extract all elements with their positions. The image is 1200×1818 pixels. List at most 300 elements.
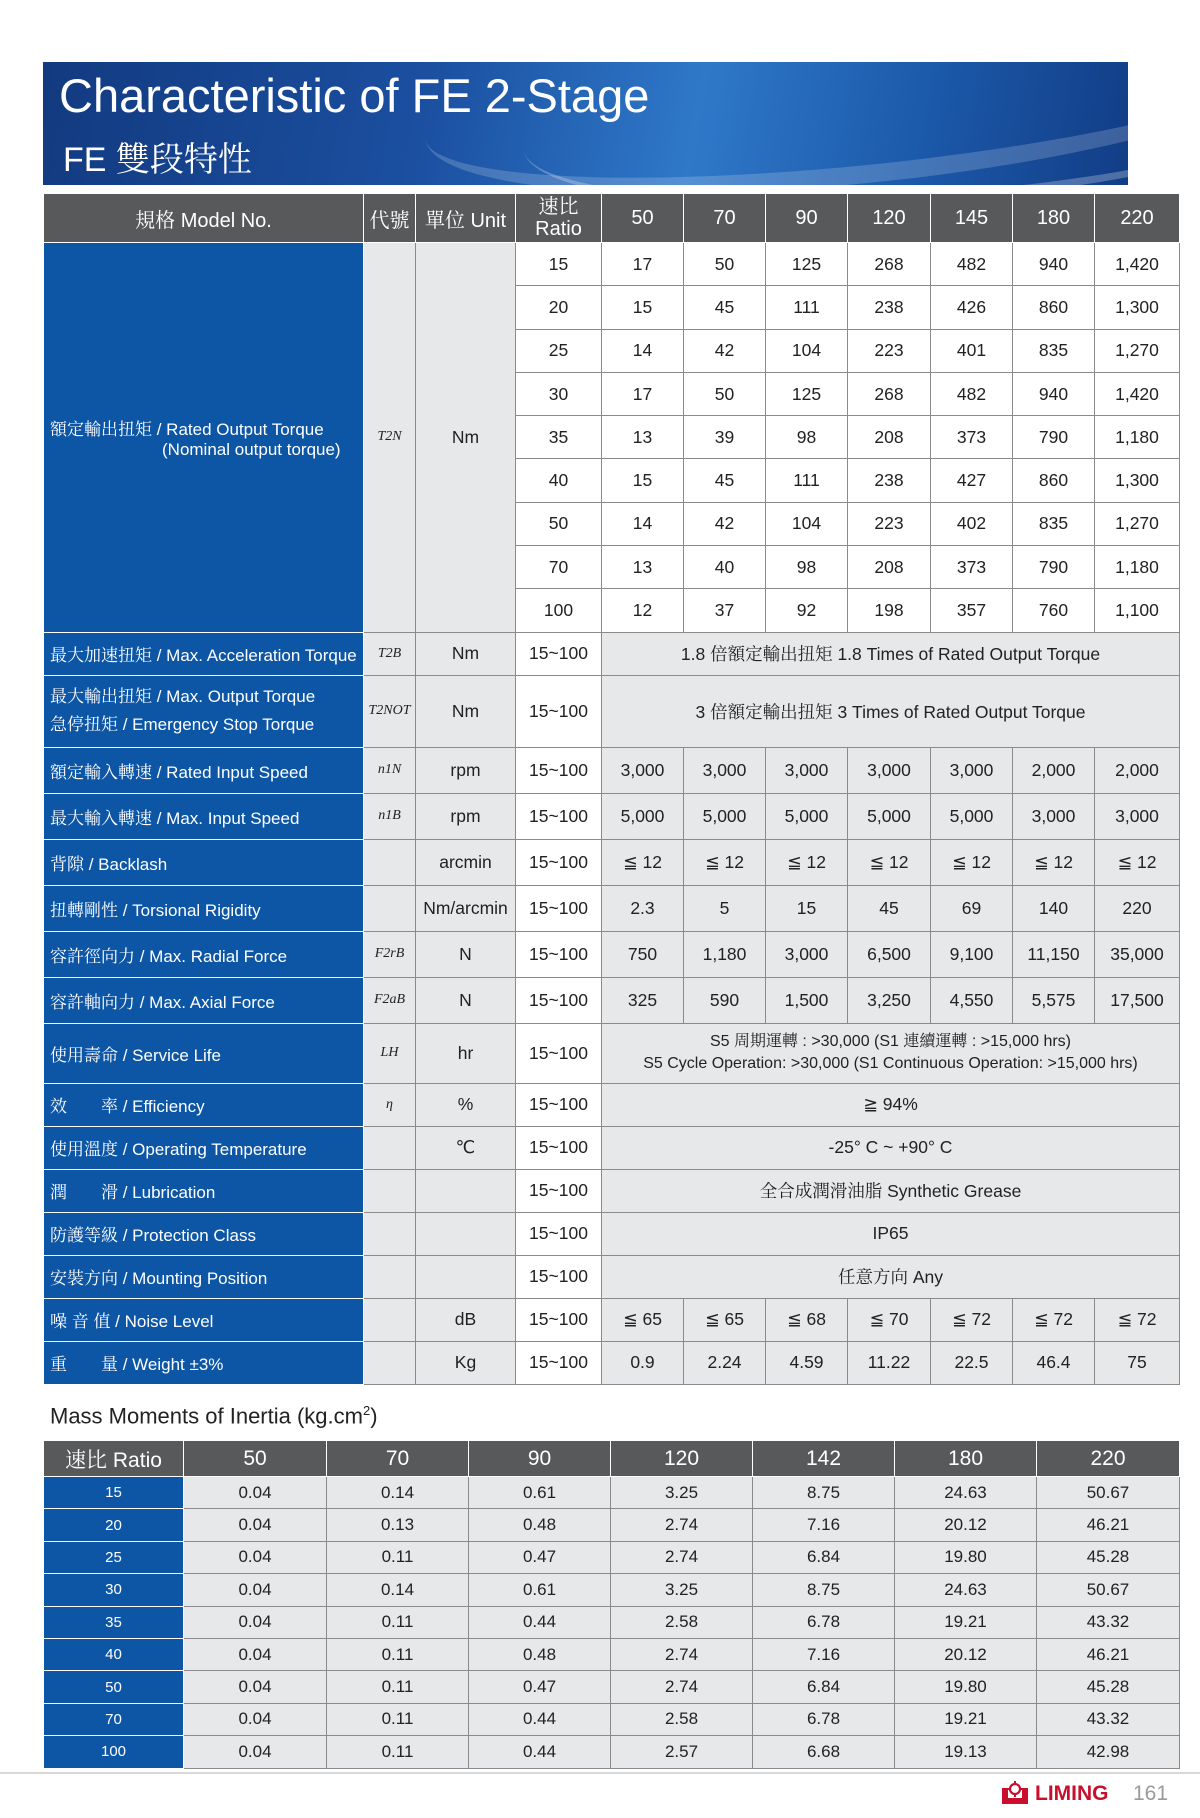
- table-cell: 30: [516, 372, 602, 415]
- table-row: [44, 1703, 1180, 1735]
- table-cell: 835: [1013, 329, 1095, 372]
- table-cell: 0.11: [327, 1638, 469, 1670]
- col-header-code: 代號: [364, 194, 416, 243]
- table-cell: 2,000: [1095, 747, 1180, 793]
- table-cell: 50.67: [1037, 1574, 1180, 1606]
- table-cell: 1,420: [1095, 372, 1180, 415]
- table-cell: 17: [602, 372, 684, 415]
- table-row: [44, 1541, 1180, 1573]
- col-header-size: 70: [684, 194, 766, 243]
- col-header-model: 規格 Model No.: [44, 194, 364, 243]
- protection-unit: [416, 1212, 516, 1255]
- spec-table: [43, 193, 1180, 1385]
- weight-code: [364, 1341, 416, 1384]
- table-cell: 2.74: [611, 1541, 753, 1573]
- table-cell: 3,000: [684, 747, 766, 793]
- table-cell: 75: [1095, 1341, 1180, 1384]
- table-cell: 24.63: [895, 1477, 1037, 1509]
- stop-torque-ratio: 15~100: [516, 675, 602, 747]
- table-cell: 46.21: [1037, 1638, 1180, 1670]
- table-cell: 482: [931, 243, 1013, 286]
- radial-force-code: F2rB: [364, 931, 416, 977]
- table-cell: 125: [766, 372, 848, 415]
- temperature-code: [364, 1126, 416, 1169]
- lubrication-label: 潤 滑 / Lubrication: [44, 1169, 364, 1212]
- table-cell: 325: [602, 977, 684, 1023]
- table-cell: 3,250: [848, 977, 931, 1023]
- table-cell: 40: [516, 459, 602, 502]
- table-cell: 0.13: [327, 1509, 469, 1541]
- accel-torque-ratio: 15~100: [516, 632, 602, 675]
- table-cell: 2.58: [611, 1703, 753, 1735]
- mounting-ratio: 15~100: [516, 1255, 602, 1298]
- radial-force-unit: N: [416, 931, 516, 977]
- table-cell: 0.44: [469, 1703, 611, 1735]
- title-banner: [43, 62, 1128, 185]
- weight-unit: Kg: [416, 1341, 516, 1384]
- table-cell: 5,000: [931, 793, 1013, 839]
- table-cell: 402: [931, 502, 1013, 545]
- col-header-size: 220: [1037, 1441, 1180, 1477]
- table-cell: 0.11: [327, 1703, 469, 1735]
- table-cell: 42: [684, 502, 766, 545]
- table-cell: 790: [1013, 546, 1095, 589]
- table-row: [44, 747, 1180, 793]
- service-life-line1: S5 周期運轉 : >30,000 (S1 連續運轉 : >15,000 hrs): [709, 1033, 1072, 1051]
- table-cell: 13: [602, 546, 684, 589]
- table-cell: 1,180: [1095, 416, 1180, 459]
- table-row: [44, 793, 1180, 839]
- table-cell: 750: [602, 931, 684, 977]
- service-life-code: LH: [364, 1023, 416, 1083]
- noise-label: 噪 音 值 / Noise Level: [44, 1298, 364, 1341]
- table-cell: 0.11: [327, 1606, 469, 1638]
- lubrication-unit: [416, 1169, 516, 1212]
- table-cell: 2.24: [684, 1341, 766, 1384]
- table-cell: ≦ 72: [931, 1298, 1013, 1341]
- temperature-value: -25° C ~ +90° C: [602, 1126, 1180, 1169]
- rated-torque-unit: Nm: [416, 243, 516, 633]
- max-input-speed-code: n1B: [364, 793, 416, 839]
- table-cell: 427: [931, 459, 1013, 502]
- table-cell: 46.4: [1013, 1341, 1095, 1384]
- table-cell: 3,000: [848, 747, 931, 793]
- table-cell: 1,180: [1095, 546, 1180, 589]
- col-header-size: 120: [611, 1441, 753, 1477]
- table-cell: 6.84: [753, 1671, 895, 1703]
- table-cell: 111: [766, 286, 848, 329]
- table-cell: 0.48: [469, 1638, 611, 1670]
- table-row: [44, 1212, 1180, 1255]
- radial-force-ratio: 15~100: [516, 931, 602, 977]
- table-cell: 0.04: [184, 1541, 327, 1573]
- table-row: [44, 1298, 1180, 1341]
- table-row: [44, 1023, 1180, 1083]
- table-cell: 0.47: [469, 1671, 611, 1703]
- max-input-speed-label: 最大輸入轉速 / Max. Input Speed: [44, 793, 364, 839]
- table-cell: 0.47: [469, 1541, 611, 1573]
- table-cell: 2.74: [611, 1671, 753, 1703]
- protection-ratio: 15~100: [516, 1212, 602, 1255]
- table-cell: 69: [931, 885, 1013, 931]
- table-row: [44, 1477, 1180, 1509]
- col-header-size: 180: [1013, 194, 1095, 243]
- table-cell: 50: [516, 502, 602, 545]
- table-cell: 35: [516, 416, 602, 459]
- table-cell: 22.5: [931, 1341, 1013, 1384]
- table-cell: ≦ 12: [931, 839, 1013, 885]
- table-cell: 4,550: [931, 977, 1013, 1023]
- table-cell: 3.25: [611, 1574, 753, 1606]
- noise-code: [364, 1298, 416, 1341]
- rated-torque-label-line2: (Nominal output torque): [162, 439, 341, 459]
- table-cell: 15: [766, 885, 848, 931]
- table-cell: ≦ 72: [1013, 1298, 1095, 1341]
- table-cell: 20.12: [895, 1638, 1037, 1670]
- table-cell: 140: [1013, 885, 1095, 931]
- table-cell: 5,000: [766, 793, 848, 839]
- table-cell: 835: [1013, 502, 1095, 545]
- table-cell: 0.44: [469, 1606, 611, 1638]
- table-row: [44, 1341, 1180, 1384]
- service-life-line2: S5 Cycle Operation: >30,000 (S1 Continuous Operation: >15,000 hrs): [643, 1055, 1138, 1073]
- table-cell: ≦ 12: [766, 839, 848, 885]
- table-cell: 20.12: [895, 1509, 1037, 1541]
- backlash-ratio: 15~100: [516, 839, 602, 885]
- table-cell: 223: [848, 502, 931, 545]
- brand-name: LIMING: [1035, 1782, 1109, 1805]
- efficiency-code: η: [364, 1083, 416, 1126]
- lubrication-ratio: 15~100: [516, 1169, 602, 1212]
- backlash-label: 背隙 / Backlash: [44, 839, 364, 885]
- table-cell: 7.16: [753, 1509, 895, 1541]
- table-cell: 3.25: [611, 1477, 753, 1509]
- table-cell: 24.63: [895, 1574, 1037, 1606]
- table-cell: 1,270: [1095, 502, 1180, 545]
- service-life-unit: hr: [416, 1023, 516, 1083]
- mass-inertia-title-text: Mass Moments of Inertia (kg.cm: [50, 1403, 363, 1429]
- temperature-ratio: 15~100: [516, 1126, 602, 1169]
- table-cell: 0.04: [184, 1477, 327, 1509]
- backlash-unit: arcmin: [416, 839, 516, 885]
- table-cell: 3,000: [1013, 793, 1095, 839]
- mass-ratio-cell: 35: [44, 1606, 184, 1638]
- table-cell: 13: [602, 416, 684, 459]
- table-row: [44, 977, 1180, 1023]
- table-cell: 25: [516, 329, 602, 372]
- stop-torque-unit: Nm: [416, 675, 516, 747]
- table-cell: 46.21: [1037, 1509, 1180, 1541]
- table-cell: 373: [931, 546, 1013, 589]
- table-row: [44, 1606, 1180, 1638]
- table-cell: 3,000: [1095, 793, 1180, 839]
- table-cell: 940: [1013, 243, 1095, 286]
- table-cell: 19.21: [895, 1606, 1037, 1638]
- noise-ratio: 15~100: [516, 1298, 602, 1341]
- radial-force-label: 容許徑向力 / Max. Radial Force: [44, 931, 364, 977]
- max-input-speed-ratio: 15~100: [516, 793, 602, 839]
- mounting-label: 安裝方向 / Mounting Position: [44, 1255, 364, 1298]
- table-cell: 0.04: [184, 1736, 327, 1768]
- table-cell: 0.11: [327, 1736, 469, 1768]
- table-cell: 2.58: [611, 1606, 753, 1638]
- table-cell: 14: [602, 502, 684, 545]
- table-cell: 0.48: [469, 1509, 611, 1541]
- table-cell: 15: [602, 286, 684, 329]
- axial-force-code: F2aB: [364, 977, 416, 1023]
- table-cell: 19.80: [895, 1541, 1037, 1573]
- stop-torque-label-line2: 急停扭矩 / Emergency Stop Torque: [50, 715, 315, 735]
- table-cell: 43.32: [1037, 1606, 1180, 1638]
- table-cell: 0.61: [469, 1574, 611, 1606]
- lubrication-code: [364, 1169, 416, 1212]
- mass-ratio-cell: 20: [44, 1509, 184, 1541]
- axial-force-unit: N: [416, 977, 516, 1023]
- col-header-ratio-en: Ratio: [535, 218, 582, 240]
- temperature-unit: ℃: [416, 1126, 516, 1169]
- table-cell: 45.28: [1037, 1541, 1180, 1573]
- table-cell: 17,500: [1095, 977, 1180, 1023]
- page-title: Characteristic of FE 2-Stage: [59, 69, 650, 122]
- table-row: [44, 931, 1180, 977]
- table-cell: 5,575: [1013, 977, 1095, 1023]
- col-header-size: 180: [895, 1441, 1037, 1477]
- table-cell: 860: [1013, 459, 1095, 502]
- backlash-code: [364, 839, 416, 885]
- table-cell: 0.04: [184, 1574, 327, 1606]
- stop-torque-label-line1: 最大輸出扭矩 / Max. Output Torque: [50, 687, 316, 707]
- table-cell: 223: [848, 329, 931, 372]
- rated-input-speed-unit: rpm: [416, 747, 516, 793]
- table-cell: ≦ 68: [766, 1298, 848, 1341]
- table-cell: 0.04: [184, 1509, 327, 1541]
- table-cell: 238: [848, 286, 931, 329]
- table-cell: 11,150: [1013, 931, 1095, 977]
- table-cell: 35,000: [1095, 931, 1180, 977]
- table-cell: 42: [684, 329, 766, 372]
- mass-ratio-cell: 70: [44, 1703, 184, 1735]
- col-header-size: 145: [931, 194, 1013, 243]
- stop-torque-code: T2NOT: [364, 675, 416, 747]
- protection-code: [364, 1212, 416, 1255]
- table-row: [44, 1509, 1180, 1541]
- accel-torque-value: 1.8 倍額定輸出扭矩 1.8 Times of Rated Output Torque: [602, 632, 1180, 675]
- mass-header-row: [44, 1441, 1180, 1477]
- table-row: [44, 885, 1180, 931]
- table-cell: 125: [766, 243, 848, 286]
- rated-torque-label-line1: 額定輸出扭矩 / Rated Output Torque: [50, 419, 324, 439]
- table-cell: 3,000: [602, 747, 684, 793]
- table-cell: 2.3: [602, 885, 684, 931]
- table-cell: 9,100: [931, 931, 1013, 977]
- table-row: [44, 839, 1180, 885]
- table-cell: 373: [931, 416, 1013, 459]
- rated-torque-label: [44, 243, 364, 633]
- table-cell: 45: [848, 885, 931, 931]
- table-cell: 6.78: [753, 1606, 895, 1638]
- table-cell: 0.04: [184, 1671, 327, 1703]
- mass-ratio-cell: 100: [44, 1736, 184, 1768]
- table-cell: 0.44: [469, 1736, 611, 1768]
- table-row: [44, 1638, 1180, 1670]
- table-cell: ≦ 12: [1095, 839, 1180, 885]
- table-cell: 1,300: [1095, 286, 1180, 329]
- table-cell: 14: [602, 329, 684, 372]
- table-cell: 1,500: [766, 977, 848, 1023]
- col-header-size: 50: [602, 194, 684, 243]
- mass-inertia-title-sup: 2: [362, 1403, 371, 1418]
- table-cell: 37: [684, 589, 766, 632]
- table-cell: 15: [602, 459, 684, 502]
- axial-force-label: 容許軸向力 / Max. Axial Force: [44, 977, 364, 1023]
- page-subtitle: FE 雙段特性: [63, 141, 252, 179]
- table-cell: 1,300: [1095, 459, 1180, 502]
- table-cell: 12: [602, 589, 684, 632]
- table-row: [44, 1671, 1180, 1703]
- efficiency-unit: %: [416, 1083, 516, 1126]
- table-cell: 0.04: [184, 1638, 327, 1670]
- service-life-label: 使用壽命 / Service Life: [44, 1023, 364, 1083]
- table-cell: 8.75: [753, 1574, 895, 1606]
- table-row: [44, 1169, 1180, 1212]
- table-cell: 3,000: [931, 747, 1013, 793]
- rated-input-speed-label: 額定輸入轉速 / Rated Input Speed: [44, 747, 364, 793]
- table-cell: 19.21: [895, 1703, 1037, 1735]
- table-cell: 92: [766, 589, 848, 632]
- axial-force-ratio: 15~100: [516, 977, 602, 1023]
- torsional-rigidity-unit: Nm/arcmin: [416, 885, 516, 931]
- table-cell: 2.74: [611, 1638, 753, 1670]
- page-number: 161: [1133, 1782, 1169, 1805]
- table-cell: 790: [1013, 416, 1095, 459]
- table-cell: 7.16: [753, 1638, 895, 1670]
- liming-logo-icon: [1000, 1780, 1030, 1806]
- col-header-size: 70: [327, 1441, 469, 1477]
- table-cell: 50: [684, 372, 766, 415]
- table-cell: 45: [684, 286, 766, 329]
- efficiency-ratio: 15~100: [516, 1083, 602, 1126]
- table-cell: 238: [848, 459, 931, 502]
- table-row: [44, 675, 1180, 747]
- col-header-size: 50: [184, 1441, 327, 1477]
- table-cell: ≦ 12: [602, 839, 684, 885]
- table-cell: 0.04: [184, 1606, 327, 1638]
- table-row: [44, 1126, 1180, 1169]
- mass-inertia-table: [43, 1440, 1180, 1769]
- table-cell: 42.98: [1037, 1736, 1180, 1768]
- table-cell: 5: [684, 885, 766, 931]
- table-cell: 50: [684, 243, 766, 286]
- table-cell: 3,000: [766, 931, 848, 977]
- efficiency-label: 效 率 / Efficiency: [44, 1083, 364, 1126]
- col-header-size: 90: [766, 194, 848, 243]
- table-cell: 6.68: [753, 1736, 895, 1768]
- table-cell: 3,000: [766, 747, 848, 793]
- accel-torque-code: T2B: [364, 632, 416, 675]
- table-cell: 17: [602, 243, 684, 286]
- efficiency-value: ≧ 94%: [602, 1083, 1180, 1126]
- table-cell: 20: [516, 286, 602, 329]
- table-cell: 760: [1013, 589, 1095, 632]
- table-cell: 43.32: [1037, 1703, 1180, 1735]
- table-cell: 15: [516, 243, 602, 286]
- protection-value: IP65: [602, 1212, 1180, 1255]
- table-cell: 2.74: [611, 1509, 753, 1541]
- torsional-rigidity-code: [364, 885, 416, 931]
- table-row: [44, 1736, 1180, 1768]
- table-cell: ≦ 12: [684, 839, 766, 885]
- table-cell: 860: [1013, 286, 1095, 329]
- table-cell: 5,000: [602, 793, 684, 839]
- table-cell: 268: [848, 243, 931, 286]
- mass-ratio-cell: 15: [44, 1477, 184, 1509]
- footer-divider: [0, 1772, 1200, 1774]
- table-cell: ≦ 70: [848, 1298, 931, 1341]
- table-row: [44, 1083, 1180, 1126]
- col-header-unit: 單位 Unit: [416, 194, 516, 243]
- accel-torque-label: 最大加速扭矩 / Max. Acceleration Torque: [44, 632, 364, 675]
- table-cell: 0.61: [469, 1477, 611, 1509]
- accel-torque-unit: Nm: [416, 632, 516, 675]
- table-cell: 111: [766, 459, 848, 502]
- table-cell: 208: [848, 546, 931, 589]
- table-cell: ≦ 12: [848, 839, 931, 885]
- weight-ratio: 15~100: [516, 1341, 602, 1384]
- torsional-rigidity-ratio: 15~100: [516, 885, 602, 931]
- table-cell: 482: [931, 372, 1013, 415]
- col-header-ratio-zh: 速比: [538, 196, 579, 218]
- mounting-unit: [416, 1255, 516, 1298]
- protection-label: 防護等級 / Protection Class: [44, 1212, 364, 1255]
- lubrication-value: 全合成潤滑油脂 Synthetic Grease: [602, 1169, 1180, 1212]
- table-row: [44, 243, 1180, 286]
- table-cell: 1,420: [1095, 243, 1180, 286]
- max-input-speed-unit: rpm: [416, 793, 516, 839]
- rated-input-speed-code: n1N: [364, 747, 416, 793]
- stop-torque-value: 3 倍額定輸出扭矩 3 Times of Rated Output Torque: [602, 675, 1180, 747]
- mass-ratio-cell: 50: [44, 1671, 184, 1703]
- table-cell: 11.22: [848, 1341, 931, 1384]
- table-cell: 0.9: [602, 1341, 684, 1384]
- table-cell: 357: [931, 589, 1013, 632]
- spec-header-row: [44, 194, 1180, 243]
- table-cell: 6.84: [753, 1541, 895, 1573]
- col-header-size: 120: [848, 194, 931, 243]
- table-cell: 8.75: [753, 1477, 895, 1509]
- stop-torque-label: [44, 675, 364, 747]
- table-cell: 0.11: [327, 1541, 469, 1573]
- mounting-code: [364, 1255, 416, 1298]
- rated-input-speed-ratio: 15~100: [516, 747, 602, 793]
- mass-inertia-title-end: ): [370, 1403, 378, 1429]
- table-cell: 104: [766, 502, 848, 545]
- service-life-ratio: 15~100: [516, 1023, 602, 1083]
- table-cell: 104: [766, 329, 848, 372]
- table-cell: 1,270: [1095, 329, 1180, 372]
- mass-ratio-cell: 25: [44, 1541, 184, 1573]
- table-cell: ≦ 72: [1095, 1298, 1180, 1341]
- table-cell: 268: [848, 372, 931, 415]
- table-cell: 19.13: [895, 1736, 1037, 1768]
- mass-inertia-title: [50, 1403, 378, 1429]
- mass-ratio-cell: 30: [44, 1574, 184, 1606]
- table-cell: 220: [1095, 885, 1180, 931]
- table-cell: 0.04: [184, 1703, 327, 1735]
- table-cell: 940: [1013, 372, 1095, 415]
- rated-torque-code: T2N: [364, 243, 416, 633]
- table-cell: 98: [766, 546, 848, 589]
- col-header-size: 90: [469, 1441, 611, 1477]
